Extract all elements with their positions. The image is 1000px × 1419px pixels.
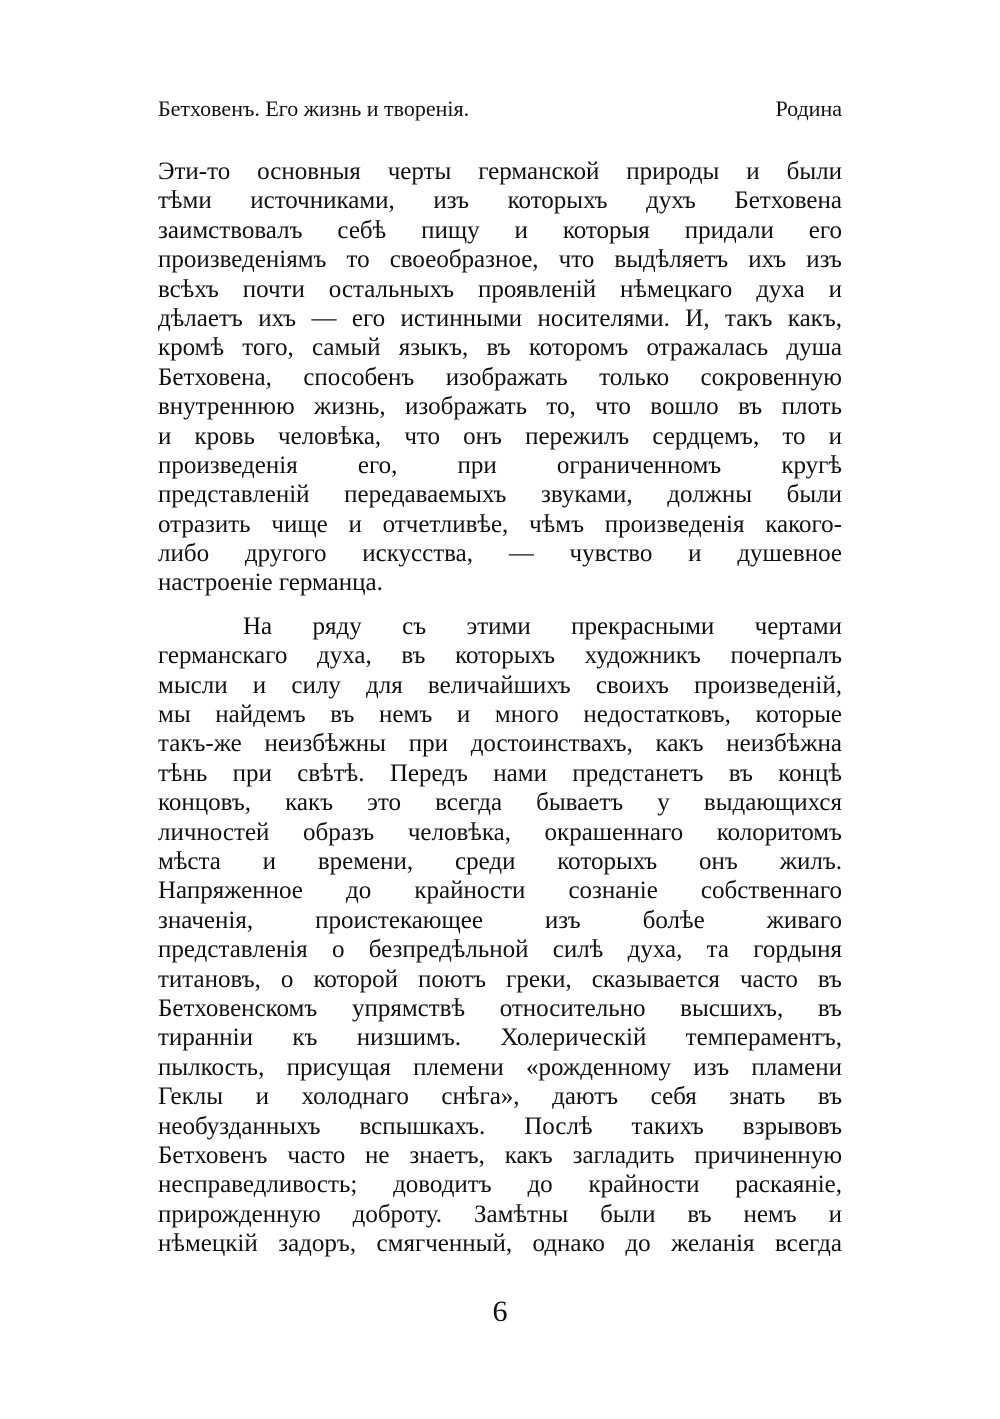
text-line: заимствовалъ себѣ пищу и которыя придали его — [158, 216, 842, 244]
text-line: тираннiи къ низшимъ. Холерическій темпераментъ, — [158, 1024, 842, 1052]
text-line: представленій передаваемыхъ звуками, должны были — [158, 481, 842, 509]
text-line: представленія о безпредѣльной силѣ духа, та гордыня — [158, 936, 842, 964]
text-line: настроеніе германца. — [158, 569, 383, 597]
text-line: всѣхъ почти остальныхъ проявленій нѣмецкаго духа и — [158, 275, 842, 303]
text-line: мы найдемъ въ немъ и много недостатковъ, которые — [158, 701, 842, 729]
text-line: Геклы и холоднаго снѣга», даютъ себя знать въ — [158, 1083, 842, 1111]
text-line: титановъ, о которой поютъ греки, сказывается часто въ — [158, 965, 842, 993]
text-line: личностей образъ человѣка, окрашеннаго колоритомъ — [158, 818, 842, 846]
text-line: мѣста и времени, среди которыхъ онъ жилъ. — [158, 847, 842, 875]
text-line: произведеніямъ то своеобразное, что выдѣляетъ ихъ изъ — [158, 246, 842, 274]
text-line: Эти-то основныя черты германской природы и были — [158, 158, 842, 185]
text-line: произведенія его, при ограниченномъ кругѣ — [158, 451, 842, 479]
text-line: значенія, проистекающее изъ болѣе живаго — [158, 906, 842, 934]
paragraph — [158, 157, 842, 598]
book-title: Бетховенъ. Его жизнь и творенія. — [158, 96, 470, 121]
paragraph — [158, 612, 842, 1259]
text-line: На ряду съ этими прекрасными чертами — [243, 612, 842, 640]
body-text — [158, 157, 842, 1258]
author-name: Родина — [775, 96, 842, 121]
text-line: Бетховенскомъ упрямствѣ относительно высшихъ, въ — [158, 994, 842, 1022]
page-number: 6 — [492, 1295, 508, 1328]
text-line: либо другого искусства, — чувство и душевное — [158, 540, 842, 568]
text-line: дѣлаетъ ихъ — его истинными носителями. И, такъ какъ, — [158, 304, 842, 332]
text-line: отразить чище и отчетливѣе, чѣмъ произведенія какого- — [158, 510, 842, 538]
text-line: необузданныхъ вспышкахъ. Послѣ такихъ взрывовъ — [158, 1112, 842, 1140]
paragraph-gap — [158, 598, 842, 612]
text-line: Бетховена, способенъ изображать только сокровенную — [158, 363, 842, 391]
running-header — [158, 94, 842, 124]
text-line: германскаго духа, въ которыхъ художникъ почерпалъ — [158, 642, 842, 670]
text-line: кромѣ того, самый языкъ, въ которомъ отражалась душа — [158, 334, 842, 362]
text-line: Бетховенъ часто не знаетъ, какъ загладить причиненную — [158, 1141, 842, 1169]
text-line: тѣми источниками, изъ которыхъ духъ Бетховена — [158, 187, 842, 215]
text-line: такъ-же неизбѣжны при достоинствахъ, какъ неизбѣжна — [158, 730, 842, 758]
text-line: концовъ, какъ это всегда бываетъ у выдающихся — [158, 789, 842, 817]
text-line: несправедливость; доводитъ до крайности раскаяніе, — [158, 1171, 842, 1199]
text-line: Напряженное до крайности сознаніе собственнаго — [158, 877, 842, 905]
text-line: внутреннюю жизнь, изображать то, что вошло въ плоть — [158, 393, 842, 421]
text-line: пылкость, присущая племени «рожденному изъ пламени — [158, 1053, 842, 1081]
text-line: прирожденную доброту. Замѣтны были въ немъ и — [158, 1200, 842, 1228]
text-line: нѣмецкій задоръ, смягченный, однако до желанія всегда — [158, 1230, 842, 1258]
text-line: и кровь человѣка, что онъ пережилъ сердцемъ, то и — [158, 422, 842, 450]
text-line: мысли и силу для величайшихъ своихъ произведеній, — [158, 671, 842, 699]
text-line: тѣнь при свѣтѣ. Передъ нами предстанетъ въ концѣ — [158, 759, 842, 787]
